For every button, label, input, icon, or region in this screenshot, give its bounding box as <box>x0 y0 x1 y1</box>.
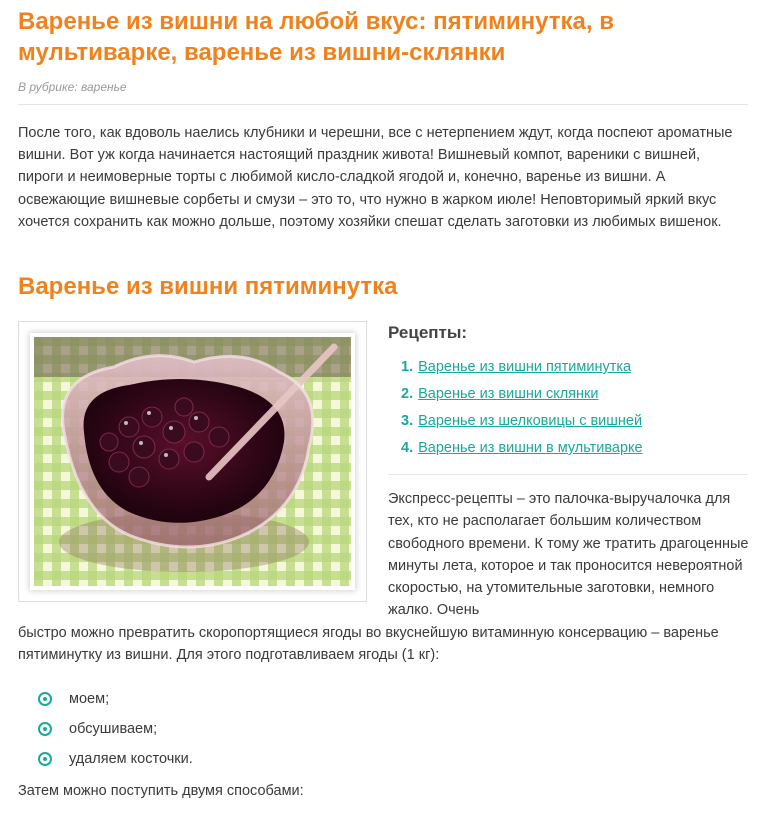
radio-bullet-icon <box>38 692 52 706</box>
step-text: обсушиваем; <box>69 721 158 737</box>
table-of-contents <box>401 356 643 464</box>
toc-link-shelkovitsa[interactable]: Варенье из шелковицы с вишней <box>418 413 643 429</box>
toc-item <box>401 410 643 437</box>
toc-item-number: 3. <box>401 413 414 429</box>
radio-bullet-icon <box>38 752 52 766</box>
step-text: удаляем косточки. <box>69 751 193 767</box>
toc-link-multivarka[interactable]: Варенье из вишни в мультиварке <box>418 440 643 456</box>
toc-item <box>401 356 643 383</box>
radio-bullet-icon <box>38 722 52 736</box>
toc-item-number: 2. <box>401 386 414 402</box>
steps-list <box>38 684 193 774</box>
toc-item-number: 1. <box>401 359 414 375</box>
toc-item-number: 4. <box>401 440 414 456</box>
intro-paragraph: После того, как вдоволь наелись клубники и черешни, все с нетерпением ждут, когда поспеют ароматные вишни. Вот уж когда начинается настоящий праздник живота! Вишневый компот, вареники с вишней, пироги и неимоверные торты с любимой кисло-сладкой ягодой и, конечно, варенье из вишни. А освежающие вишневые сорбеты и смузи – это то, что нужно в жарком июле! Неповторимый яркий вкус хочется сохранить как можно дольше, поэтому хозяйки спешат сделать заготовки из любимых вишенок. <box>18 125 733 230</box>
toc-title: Рецепты: <box>388 323 468 342</box>
express-paragraph-continued: быстро можно превратить скоропортящиеся ягоды во вкуснейшую витаминную консервацию – варенье пятиминутку из вишни. Для этого подготавливаем ягоды (1 кг): <box>18 625 719 664</box>
toc-divider <box>388 474 748 475</box>
toc-item <box>401 437 643 464</box>
photo-frame <box>18 321 367 602</box>
list-item <box>38 714 193 744</box>
cherry-jam-photo <box>34 337 351 586</box>
toc-link-pyatiminutka[interactable]: Варенье из вишни пятиминутка <box>418 359 632 375</box>
list-item <box>38 744 193 774</box>
rubric-label: В рубрике: варенье <box>18 80 127 94</box>
express-paragraph: Экспресс-рецепты – это палочка-выручалочка для тех, кто не располагает большим количеством свободного времени. К тому же тратить драгоценные минуты лета, которое и так проносится невероятной скоростью, на утомительные заготовки, немного жалко. Очень <box>388 491 749 619</box>
section-title: Варенье из вишни пятиминутка <box>18 273 398 300</box>
toc-link-sklyanki[interactable]: Варенье из вишни склянки <box>418 386 599 402</box>
toc-item <box>401 383 643 410</box>
methods-paragraph: Затем можно поступить двумя способами: <box>18 783 304 799</box>
list-item <box>38 684 193 714</box>
article-title: Варенье из вишни на любой вкус: пятиминутка, в мультиварке, варенье из вишни-склянки <box>18 8 614 66</box>
title-divider <box>18 104 748 105</box>
step-text: моем; <box>69 691 110 707</box>
